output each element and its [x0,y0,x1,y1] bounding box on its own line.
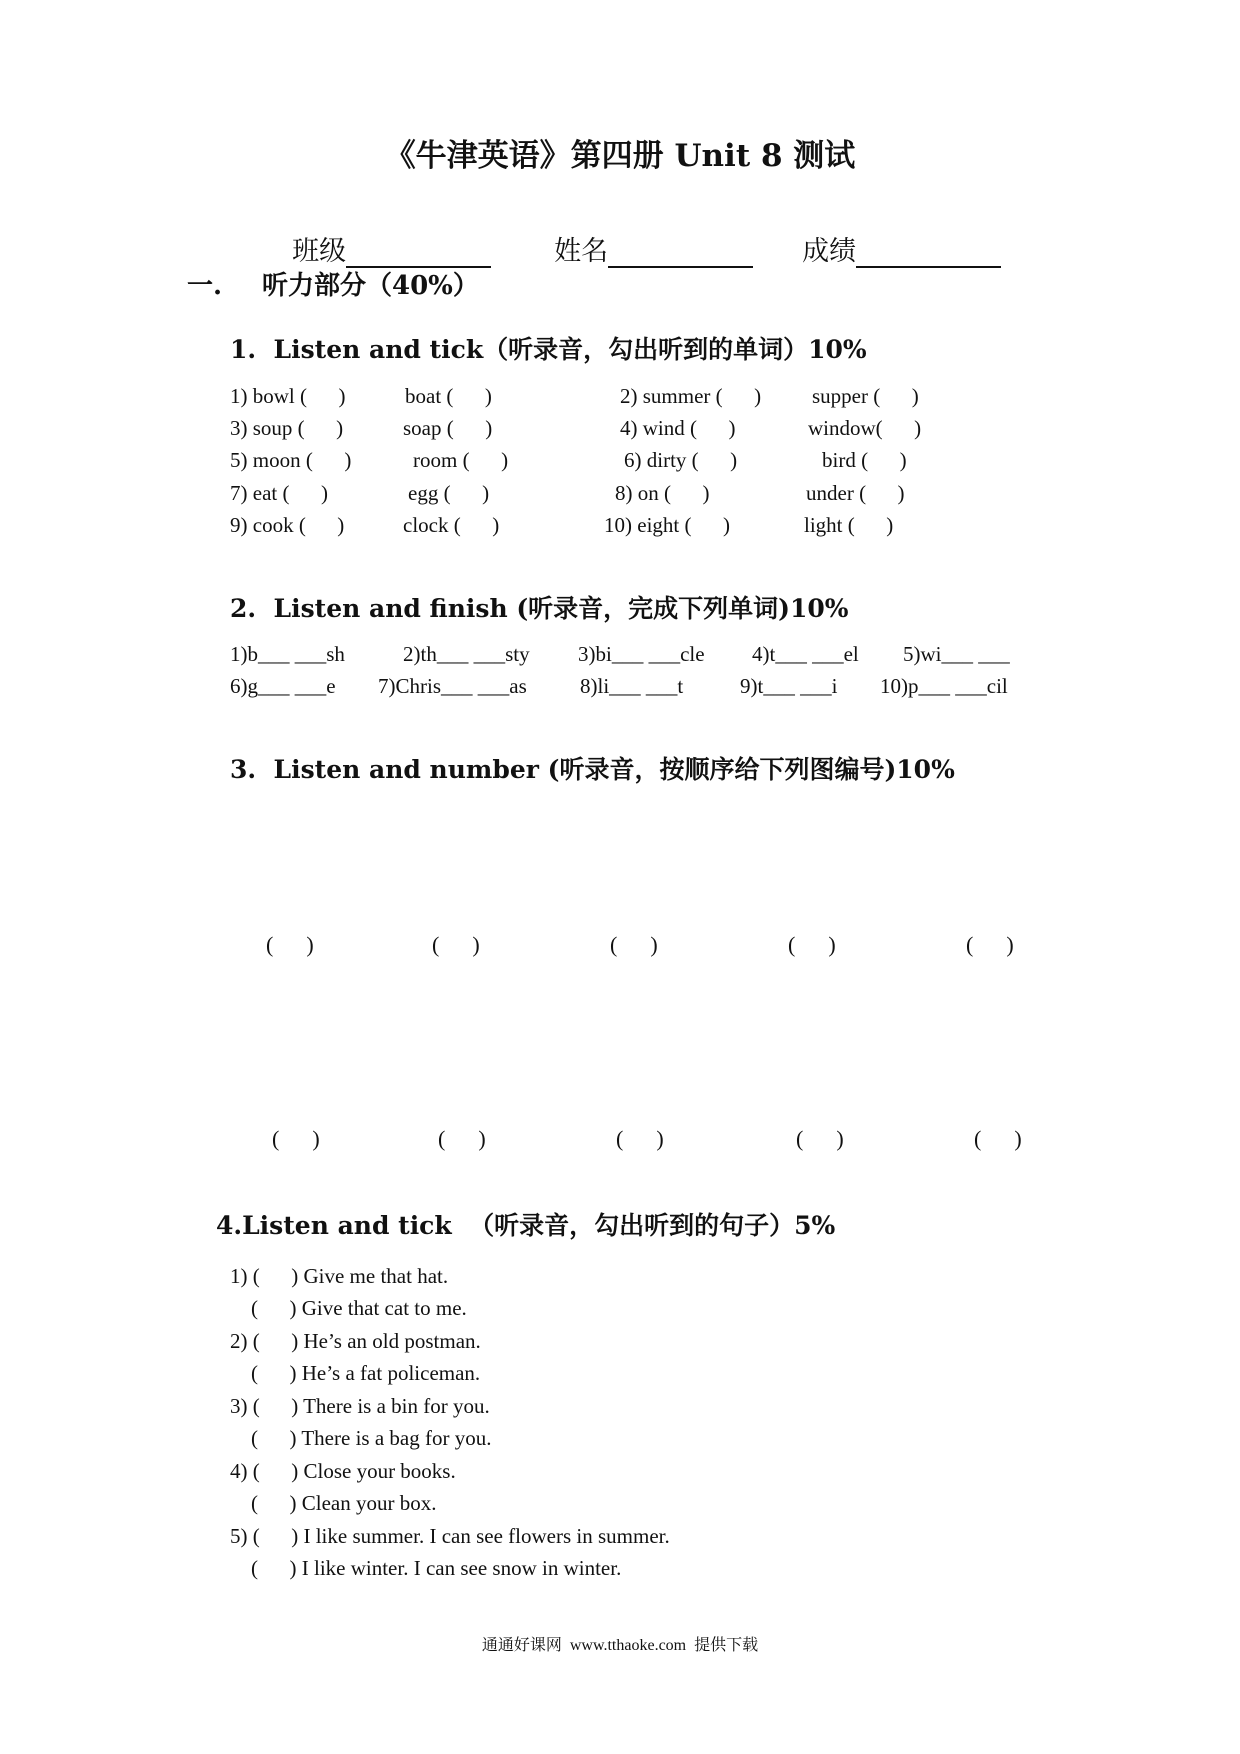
part2-item: 8)li___ ___t [580,674,684,698]
part1-item: light ( ) [804,513,894,537]
part1-item: 4) wind ( ) [620,416,736,440]
part2-item: 7)Chris___ ___as [378,674,527,698]
name-blank[interactable] [608,240,753,268]
part1-item: 2) summer ( ) [620,384,762,408]
part1-item: 1) bowl ( ) [230,384,346,408]
part1-item: 9) cook ( ) [230,513,345,537]
part2-item: 3)bi___ ___cle [578,642,705,666]
class-label: 班级 [292,236,347,267]
footer-credit: 通通好课网 www.tthaoke.com 提供下载 [481,1637,759,1654]
name-field [537,198,753,268]
part1-item: 10) eight ( ) [604,513,730,537]
part1-heading: 1. Listen and tick（听录音，勾出听到的单词）10% [230,335,867,364]
sentence-option: 5) ( ) I like summer. I can see flowers in summer. [230,1524,670,1548]
part1-item: room ( ) [413,448,509,472]
part1-item: 7) eat ( ) [230,481,328,505]
picture-number-blank[interactable]: ( ) [966,932,1014,957]
part1-item: boat ( ) [405,384,492,408]
sentence-option: ( ) There is a bag for you. [230,1426,492,1450]
picture-number-blank[interactable]: ( ) [974,1126,1022,1151]
class-blank[interactable] [346,240,491,268]
sentence-option: 3) ( ) There is a bin for you. [230,1394,490,1418]
part2-heading: 2. Listen and finish (听录音，完成下列单词)10% [230,594,849,623]
part1-item: soap ( ) [403,416,493,440]
name-label: 姓名 [554,236,609,267]
sentence-option: 4) ( ) Close your books. [230,1459,456,1483]
score-field [785,198,1001,268]
part2-item: 9)t___ ___i [740,674,838,698]
picture-number-blank[interactable]: ( ) [788,932,836,957]
sentence-option: ( ) Give that cat to me. [230,1296,467,1320]
part2-item: 4)t___ ___el [752,642,859,666]
part1-item: egg ( ) [408,481,490,505]
class-field [275,198,491,268]
sentence-option: ( ) Clean your box. [230,1491,437,1515]
part2-item: 6)g___ ___e [230,674,336,698]
picture-number-blank[interactable]: ( ) [438,1126,486,1151]
score-blank[interactable] [856,240,1001,268]
sentence-option: 2) ( ) He’s an old postman. [230,1329,481,1353]
sentence-option: ( ) He’s a fat policeman. [230,1361,481,1385]
picture-number-blank[interactable]: ( ) [272,1126,320,1151]
part1-item: clock ( ) [403,513,500,537]
sentence-option: ( ) I like winter. I can see snow in winter. [230,1556,622,1580]
part1-item: under ( ) [806,481,905,505]
part2-item: 1)b___ ___sh [230,642,345,666]
score-label: 成绩 [802,236,857,267]
part4-heading: 4.Listen and tick （听录音，勾出听到的句子）5% [216,1211,836,1240]
section-label: 听力部分（40%） [262,271,479,301]
picture-number-blank[interactable]: ( ) [432,932,480,957]
part1-item: 8) on ( ) [615,481,710,505]
page-title: 《牛津英语》第四册 Unit 8 测试 [384,138,856,174]
part1-item: 5) moon ( ) [230,448,352,472]
picture-number-blank[interactable]: ( ) [616,1126,664,1151]
picture-number-blank[interactable]: ( ) [796,1126,844,1151]
part1-item: supper ( ) [812,384,919,408]
part1-item: bird ( ) [822,448,907,472]
picture-number-blank[interactable]: ( ) [266,932,314,957]
part2-item: 2)th___ ___sty [403,642,530,666]
part3-heading: 3. Listen and number (听录音，按顺序给下列图编号)10% [230,755,955,784]
part2-item: 5)wi___ ___ [903,642,1010,666]
part2-item: 10)p___ ___cil [880,674,1008,698]
picture-number-blank[interactable]: ( ) [610,932,658,957]
section-number: 一. [187,271,223,301]
part1-item: window( ) [808,416,922,440]
sentence-option: 1) ( ) Give me that hat. [230,1264,449,1288]
part1-item: 3) soup ( ) [230,416,344,440]
part1-item: 6) dirty ( ) [624,448,738,472]
